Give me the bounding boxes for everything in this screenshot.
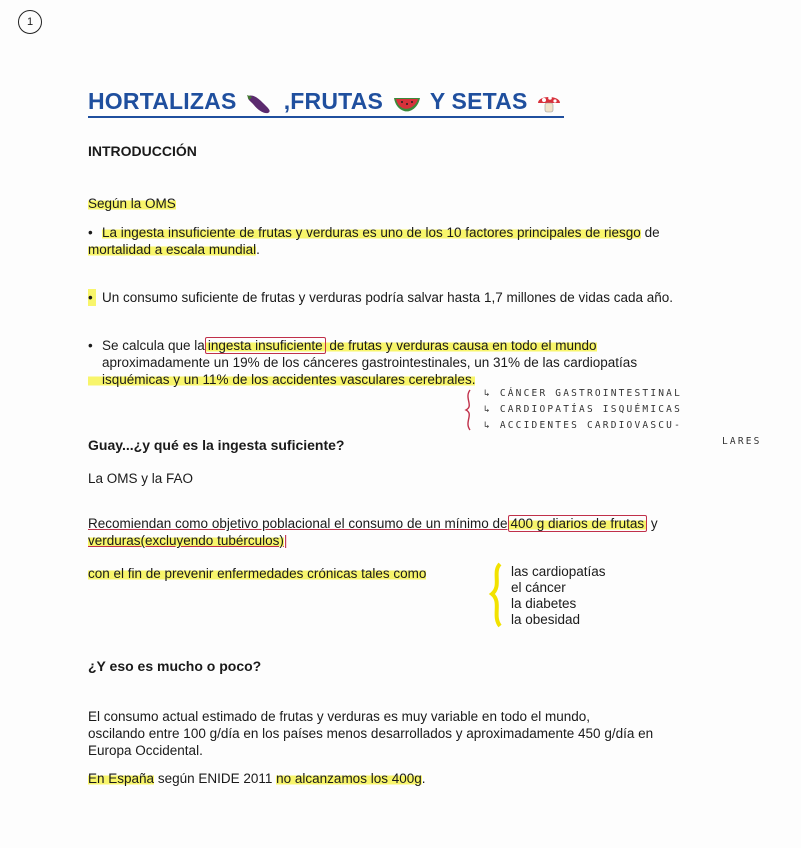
consumption-paragraph: [88, 708, 728, 759]
spain-c: no alcanzamos los 400g: [276, 771, 422, 786]
disease-item: la diabetes: [511, 596, 577, 611]
question-much-or-little: ¿Y eso es mucho o poco?: [88, 658, 262, 674]
recommend-b: y: [647, 516, 658, 531]
consumption-line: oscilando entre 100 g/día en los países menos desarrollados y aproximadamente 450 g/día en: [88, 726, 654, 741]
recommend-line2: verduras(excluyendo tubérculos): [88, 533, 284, 548]
bullet-dot: •: [88, 338, 93, 353]
bullet-cancer-stats: [88, 337, 728, 388]
eggplant-icon: [245, 92, 275, 114]
bullet-dot: •: [88, 225, 93, 240]
recommend-a: Recomiendan como objetivo poblacional el consumo de un mínimo de: [88, 516, 508, 531]
bullet-risk-factor: • La ingesta insuficiente de frutas y verduras es uno de los 10 factores principales de riesgo de mortalidad a escala mundial.: [88, 225, 660, 257]
page-title: [88, 88, 564, 115]
disease-list: [511, 564, 606, 628]
bullet1-rest: de: [640, 225, 660, 240]
bullet-lives-saved: [88, 289, 748, 306]
disease-item: la obesidad: [511, 612, 581, 627]
note-arrow-1: ↳ CÁNCER GASTROINTESTINAL: [484, 388, 682, 399]
recommendation: Recomiendan como objetivo poblacional el consumo de un mínimo de 400 g diarios de frutas y verduras(excluyendo tubérculos)|: [88, 516, 658, 548]
title-setas: Y SETAS: [429, 88, 528, 114]
spain-a: En España: [88, 771, 155, 786]
page-number: 1: [18, 10, 42, 34]
bullet3-a: Se calcula que la: [102, 338, 205, 353]
mushroom-icon: [536, 91, 562, 115]
prevent-text: [88, 565, 426, 582]
oms-label: [88, 195, 176, 212]
question-sufficient-intake: Guay...¿y qué es la ingesta suficiente?: [88, 437, 345, 453]
oms-label-text: Según la OMS: [88, 196, 176, 211]
yellow-brace-icon: [486, 562, 508, 628]
oms-fao: La OMS y la FAO: [88, 471, 194, 486]
bullet3-line3: isquémicas y un 11% de los accidentes vasculares cerebrales.: [88, 372, 475, 387]
bullet1-highlight: La ingesta insuficiente de frutas y verduras es uno de los 10 factores principales de riesgo: [102, 225, 641, 240]
bullet1-line2: mortalidad a escala mundial: [88, 242, 257, 257]
note-cardio: CARDIOPATÍAS ISQUÉMICAS: [499, 404, 682, 415]
bullet2-text: Un consumo suficiente de frutas y verduras podría salvar hasta 1,7 millones de vidas cada año.: [102, 290, 674, 305]
bullet3-line2: aproximadamente un 19% de los cánceres gastrointestinales, un 31% de las cardiopatías: [102, 355, 638, 370]
note-lares: LARES: [722, 436, 762, 447]
title-hortalizas: HORTALIZAS: [88, 88, 237, 114]
spain-b: según ENIDE 2011: [154, 771, 277, 786]
note-cancer: CÁNCER GASTROINTESTINAL: [499, 388, 682, 399]
consumption-line: El consumo actual estimado de frutas y verduras es muy variable en todo el mundo,: [88, 709, 591, 724]
prevent-text-highlight: con el fin de prevenir enfermedades crónicas tales como: [88, 566, 427, 581]
recommend-boxed: 400 g diarios de frutas: [508, 515, 648, 532]
disease-item: el cáncer: [511, 580, 566, 595]
bullet3-boxed: ingesta insuficiente: [205, 337, 326, 354]
spain-statement: En España según ENIDE 2011 no alcanzamos los 400g.: [88, 771, 426, 786]
watermelon-icon: [392, 92, 422, 114]
title-underline: [88, 116, 564, 118]
bullet-dot-highlighted: •: [88, 289, 96, 306]
note-accidents: ACCIDENTES CARDIOVASCU-: [499, 420, 682, 431]
intro-heading: INTRODUCCIÓN: [88, 143, 197, 159]
disease-item: las cardiopatías: [511, 564, 606, 579]
note-arrow-3: ↳ ACCIDENTES CARDIOVASCU-: [484, 420, 682, 431]
note-arrow-2: ↳ CARDIOPATÍAS ISQUÉMICAS: [484, 404, 682, 415]
consumption-line: Europa Occidental.: [88, 743, 203, 758]
bullet3-b: de frutas y verduras causa en todo el mundo: [325, 338, 597, 353]
title-frutas: ,FRUTAS: [283, 88, 384, 114]
